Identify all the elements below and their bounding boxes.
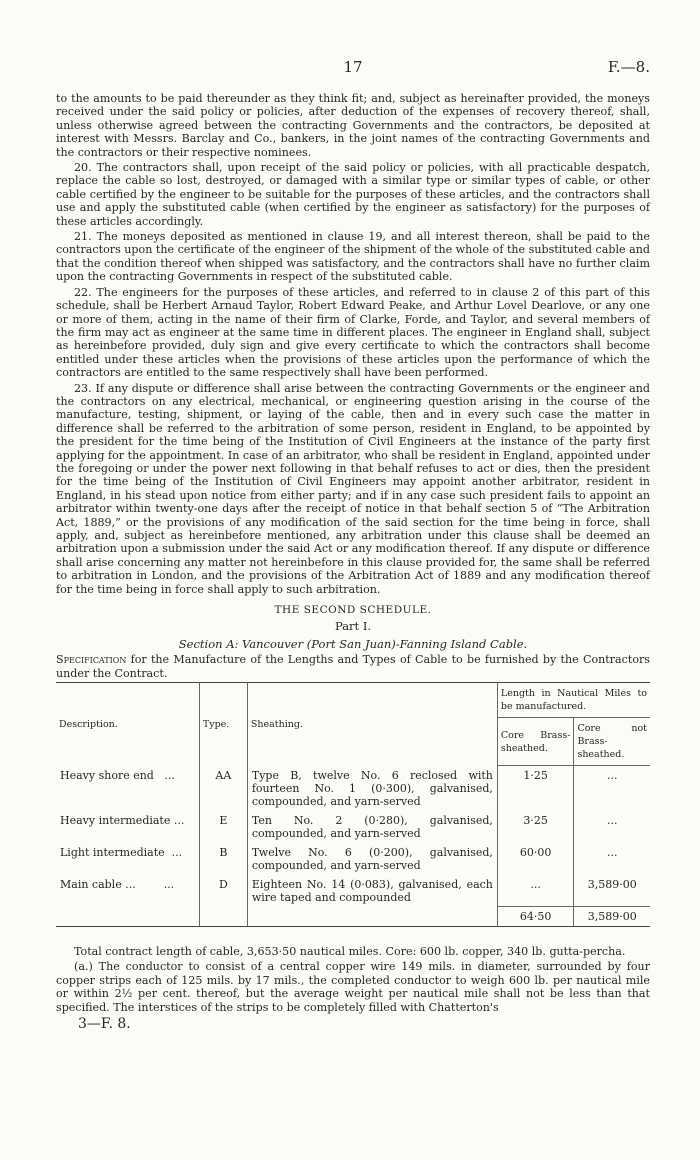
cell-sheathing: Eighteen No. 14 (0·083), galvanised, each wire taped and compounded bbox=[247, 875, 497, 907]
paragraph-clause-22: 22. The engineers for the purposes of these articles, and referred to in clause 2 of this part of this schedule, shall be Herbert Arnaud Taylor, Robert Edward Peake, and Arthur Lovel Dearlove, or any one or more of them, acting in the name of their firm of Clarke, Forde, and Taylor, and several members of the firm may act as engineer at the same time in different places. The engineer in England shall, subject as hereinbefore provided, duly sign and give every certificate to which the contractors shall become entitled under these articles when the provisions of these articles upon the performance of which the contractors are entitled to the same respectively shall have been performed. bbox=[56, 285, 650, 380]
document-reference: F.—8. bbox=[607, 58, 650, 76]
table-row bbox=[56, 843, 650, 875]
page-header bbox=[56, 58, 650, 84]
table-row bbox=[56, 875, 650, 907]
specification-text: for the Manufacture of the Lengths and Types of Cable to be furnished by the Contractors under the Contract. bbox=[56, 653, 650, 680]
header-type: Type. bbox=[199, 683, 247, 766]
cell-description: Light intermediate ... bbox=[60, 845, 183, 859]
cell-description: Heavy shore end ... bbox=[60, 768, 175, 782]
header-core-not-brass: Core not Brass-sheathed. bbox=[574, 718, 650, 766]
footer-reference: 3—F. 8. bbox=[78, 1016, 131, 1033]
page-number: 17 bbox=[343, 58, 363, 76]
cell-empty bbox=[247, 907, 497, 927]
header-description: Description. bbox=[59, 718, 118, 730]
cell-sheathing: Ten No. 2 (0·280), galvanised, compounded, and yarn-served bbox=[247, 811, 497, 843]
cell-type: AA bbox=[199, 766, 247, 811]
cable-specification-table bbox=[56, 682, 650, 927]
cell-type: D bbox=[199, 875, 247, 907]
cell-core-brass: 60·00 bbox=[497, 843, 574, 875]
table-row bbox=[56, 811, 650, 843]
header-length-group: Length in Nautical Miles to be manufactured. bbox=[497, 683, 650, 718]
total-core-brass: 64·50 bbox=[497, 907, 574, 927]
cell-sheathing: Twelve No. 6 (0·200), galvanised, compounded, and yarn-served bbox=[247, 843, 497, 875]
total-core-not-brass: 3,589·00 bbox=[574, 907, 650, 927]
conductor-specification: (a.) The conductor to consist of a central copper wire 149 mils. in diameter, surrounded by four copper strips each of 125 mils. by 17 mils., the completed conductor to weigh 600 lb. per nautical mile or within 2½ per cent. thereof, but the average weight per nautical mile shall not be less than that specified. The interstices of the strips to be completely filled with Chatterton's bbox=[56, 960, 650, 1014]
cell-core-brass: 1·25 bbox=[497, 766, 574, 811]
header-sheathing: Sheathing. bbox=[247, 683, 497, 766]
cell-sheathing: Type B, twelve No. 6 reclosed with fourteen No. 1 (0·300), galvanised, compounded, and yarn-served bbox=[247, 766, 497, 811]
paragraph-clause-21: 21. The moneys deposited as mentioned in clause 19, and all interest thereon, shall be paid to the contractors upon the certificate of the engineer of the shipment of the whole of the substituted cable and that the condition thereof when shipped was satisfactory, and the contractors shall have no further claim upon the contracting Governments in respect of the substituted cable. bbox=[56, 230, 650, 284]
section-title: Section A: Vancouver (Port San Juan)-Fanning Island Cable. bbox=[178, 636, 528, 651]
cell-core-brass: ... bbox=[497, 875, 574, 907]
cell-empty bbox=[199, 907, 247, 927]
cell-core-not-brass: ... bbox=[574, 766, 650, 811]
header-core-brass: Core Brass-sheathed. bbox=[497, 718, 574, 766]
total-contract-length: Total contract length of cable, 3,653·50 nautical miles. Core: 600 lb. copper, 340 lb. gutta-percha. bbox=[74, 945, 626, 959]
cell-type: E bbox=[199, 811, 247, 843]
part-title: Part I. bbox=[334, 619, 372, 634]
cell-empty bbox=[56, 907, 199, 927]
cell-core-not-brass: ... bbox=[574, 811, 650, 843]
cell-core-brass: 3·25 bbox=[497, 811, 574, 843]
cell-core-not-brass: ... bbox=[574, 843, 650, 875]
table-totals-row bbox=[56, 907, 650, 927]
cell-description: Main cable ... ... bbox=[60, 877, 175, 891]
table-row bbox=[56, 766, 650, 811]
paragraph-clause-23: 23. If any dispute or difference shall arise between the contracting Governments or the engineer and the contractors on any electrical, mechanical, or engineering question arising in the course of the manufacture, testing, shipment, or laying of the cable, then and in every such case the matter in difference shall be referred to the arbitration of some person, resident in England, to be appointed by the president for the time being of the Institution of Civil Engineers at the instance of the party first applying for the appointment. In case of an arbitrator, who shall be resident in England, appointed under the foregoing or under the power next following in that behalf refuses to act or dies, then the president for the time being of the Institution of Civil Engineers may appoint another arbitrator, resident in England, in his stead upon notice from either party; and if in any case such president fails to appoint an arbitrator within twenty-one days after the receipt of notice in that behalf section 5 of “The Arbitration Act, 1889,” or the provisions of any modification of the said section for the time being in force, shall apply, and, subject as hereinbefore mentioned, any arbitration under this clause shall be deemed an arbitration upon a submission under the said Act or any modification thereof. If any dispute or difference shall arise concerning any matter not hereinbefore in this clause provided for, the same shall be referred to arbitration in London, and the provisions of the Arbitration Act of 1889 and any modification thereof for the time being in force shall apply to such arbitration. bbox=[56, 381, 650, 596]
paragraph-clause-20: 20. The contractors shall, upon receipt of the said policy or policies, with all practicable despatch, replace the cable so lost, destroyed, or damaged with a similar type or similar types of cable, or other cable certified by the engineer to be suitable for the purposes of these articles, and the contractors shall use and apply the substituted cable (when certified by the engineer as satisfactory) for the purposes of these articles accordingly. bbox=[56, 161, 650, 228]
body-text bbox=[56, 92, 650, 1032]
specification-label: Specification bbox=[56, 653, 127, 667]
paragraph-continuation: to the amounts to be paid thereunder as they think fit; and, subject as hereinafter provided, the moneys received under the said policy or policies, after deduction of the expenses of recovery thereof, shall, unless otherwise agreed between the contracting Governments and the contractors, be deposited at interest with Messrs. Barclay and Co., bankers, in the joint names of the contracting Governments and the contractors or their respective nominees. bbox=[56, 92, 650, 159]
cell-type: B bbox=[199, 843, 247, 875]
cell-description: Heavy intermediate ... bbox=[60, 813, 185, 827]
specification-heading bbox=[56, 653, 650, 680]
cell-core-not-brass: 3,589·00 bbox=[574, 875, 650, 907]
schedule-title: THE SECOND SCHEDULE. bbox=[274, 604, 432, 617]
